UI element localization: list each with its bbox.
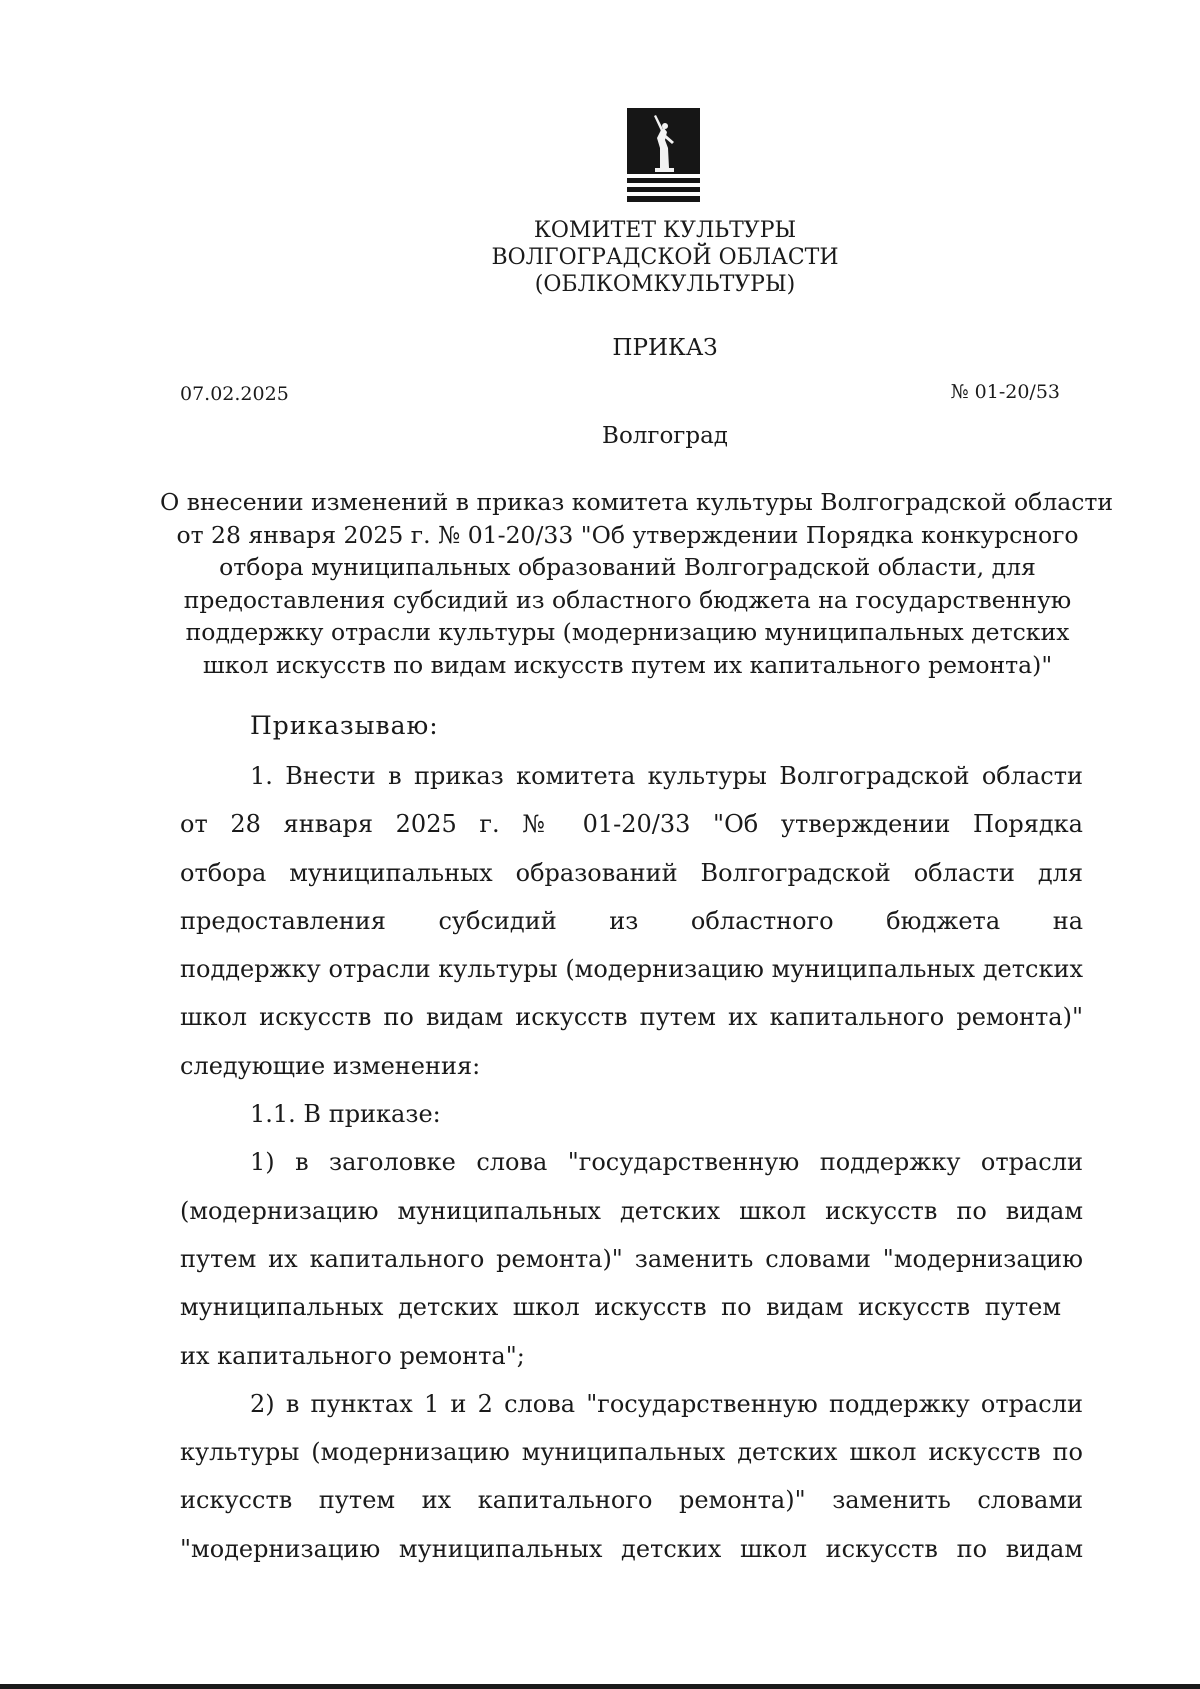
body-line: поддержку отрасли культуры (модернизацию муниципальных детских: [180, 955, 1083, 984]
page-bottom-border: [0, 1684, 1200, 1689]
subject-line: школ искусств по видам искусств путем их капитального ремонта)": [202, 650, 1053, 679]
subject-line: предоставления субсидий из областного бюджета на государственную: [183, 585, 1072, 614]
document-number: № 01-20/53: [950, 381, 1060, 403]
body-line: следующие изменения:: [180, 1051, 481, 1080]
body-line: от 28 января 2025 г. № 01-20/33 "Об утверждении Порядка: [180, 810, 1083, 839]
body-line: их капитального ремонта";: [180, 1341, 525, 1370]
org-line: ВОЛГОГРАДСКОЙ ОБЛАСТИ: [491, 245, 839, 270]
body-line: 2) в пунктах 1 и 2 слова "государственную поддержку отрасли: [250, 1389, 1083, 1418]
document-city: Волгоград: [602, 423, 728, 449]
subject-line: от 28 января 2025 г. № 01-20/33 "Об утверждении Порядка конкурсного: [176, 520, 1079, 549]
org-line: (ОБЛКОМКУЛЬТУРЫ): [534, 272, 796, 297]
document-subject: [160, 486, 1114, 681]
body-line: 1. Внести в приказ комитета культуры Волгоградской области: [250, 762, 1083, 790]
document-date: 07.02.2025: [180, 383, 289, 405]
body-line: отбора муниципальных образований Волгоградской области для: [180, 858, 1083, 887]
body-line: 1.1. В приказе:: [250, 1100, 441, 1129]
org-line: КОМИТЕТ КУЛЬТУРЫ: [533, 218, 797, 243]
body-line: (модернизацию муниципальных детских школ искусств по видам: [180, 1196, 1083, 1225]
subject-line: поддержку отрасли культуры (модернизацию муниципальных детских: [185, 618, 1070, 646]
document-type: ПРИКАЗ: [612, 335, 718, 361]
subject-line: О внесении изменений в приказ комитета культуры Волгоградской области: [160, 488, 1114, 516]
body-line: школ искусств по видам искусств путем их капитального ремонта)": [180, 1003, 1083, 1032]
body-line: 1) в заголовке слова "государственную поддержку отрасли: [250, 1148, 1083, 1177]
organization-name: [400, 217, 930, 298]
volgograd-coat-of-arms-icon: [627, 108, 700, 202]
document-body: [180, 752, 1083, 1573]
body-line: "модернизацию муниципальных детских школ искусств по видам: [180, 1534, 1083, 1563]
subject-line: отбора муниципальных образований Волгоградской области, для: [219, 553, 1036, 581]
body-line: культуры (модернизацию муниципальных детских школ искусств по: [180, 1438, 1083, 1467]
order-directive: Приказываю:: [250, 711, 439, 740]
body-line: путем их капитального ремонта)" заменить словами "модернизацию: [180, 1244, 1083, 1273]
body-line: искусств путем их капитального ремонта)" заменить словами: [180, 1486, 1083, 1515]
body-line: предоставления субсидий из областного бюджета на: [180, 906, 1083, 935]
body-line: муниципальных детских школ искусств по видам искусств путем: [180, 1293, 1061, 1322]
